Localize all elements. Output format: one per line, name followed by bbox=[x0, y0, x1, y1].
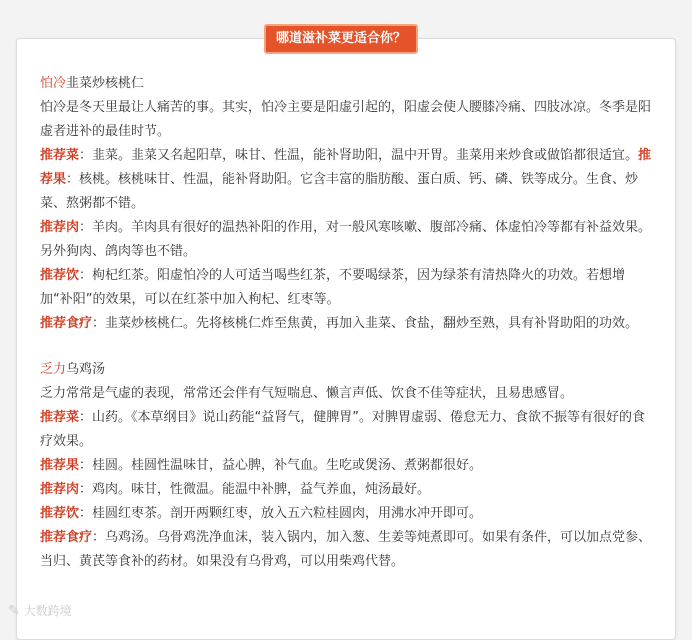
recommend-therapy: 推荐食疗：乌鸡汤。乌骨鸡洗净血沫，装入锅内，加入葱、生姜等炖煮即可。如果有条件，可以加点党参、当归、黄芪等食补的药材。如果没有乌骨鸡，可以用柴鸡代替。 bbox=[40, 530, 652, 569]
recommend-meat: 推荐肉：鸡肉。味甘，性微温。能温中补脾，益气养血，炖汤最好。 bbox=[40, 482, 431, 497]
watermark-logo-icon: ✎ bbox=[8, 602, 20, 619]
section-heading: 乏力乌鸡汤 bbox=[40, 362, 106, 377]
watermark: ✎ 大数跨境 bbox=[8, 602, 72, 619]
recommend-drink: 推荐饮：桂圆红枣茶。剖开两颗红枣，放入五六粒桂圆肉，用沸水冲开即可。 bbox=[40, 506, 483, 521]
paragraph: 怕冷是冬天里最让人痛苦的事。其实，怕冷主要是阳虚引起的，阳虚会使人腰膝冷痛、四肢冰凉。冬季是阳虚者进补的最佳时节。 bbox=[40, 100, 652, 139]
paragraph: 乏力常常是气虚的表现，常常还会伴有气短喘息、懒言声低、饮食不佳等症状，且易患感冒。 bbox=[40, 386, 574, 401]
recommend-drink: 推荐饮：枸杞红茶。阳虚怕冷的人可适当喝些红茶，不要喝绿茶，因为绿茶有清热降火的功效。若想增加“补阳”的效果，可以在红茶中加入枸杞、红枣等。 bbox=[40, 268, 626, 307]
recommend-vegetable: 推荐菜：山药。《本草纲目》说山药能“益肾气，健脾胃”。对脾胃虚弱、倦怠无力、食欲不振等有很好的食疗效果。 bbox=[40, 410, 645, 449]
recommend-vegetable: 推荐菜：韭菜。韭菜又名起阳草，味甘、性温，能补肾助阳，温中开胃。韭菜用来炒食或做馅都很适宜。推荐果：核桃。核桃味甘、性温，能补肾助阳。它含丰富的脂肪酸、蛋白质、钙、磷、铁等成分。生食、炒菜、熬粥都不错。 bbox=[40, 148, 652, 211]
recommend-fruit: 推荐果：桂圆。桂圆性温味甘，益心脾，补气血。生吃或煲汤、煮粥都很好。 bbox=[40, 458, 483, 473]
recommend-therapy: 推荐食疗：韭菜炒核桃仁。先将核桃仁炸至焦黄，再加入韭菜、食盐，翻炒至熟，具有补肾助阳的功效。 bbox=[40, 316, 639, 331]
section-title-badge: 哪道滋补菜更适合你？ bbox=[264, 24, 418, 54]
recommend-meat: 推荐肉：羊肉。羊肉具有很好的温热补阳的作用，对一般风寒咳嗽、腹部冷痛、体虚怕冷等都有补益效果。另外狗肉、鸽肉等也不错。 bbox=[40, 220, 652, 259]
section-heading: 怕冷韭菜炒核桃仁 bbox=[40, 76, 145, 91]
article-body bbox=[40, 72, 656, 574]
